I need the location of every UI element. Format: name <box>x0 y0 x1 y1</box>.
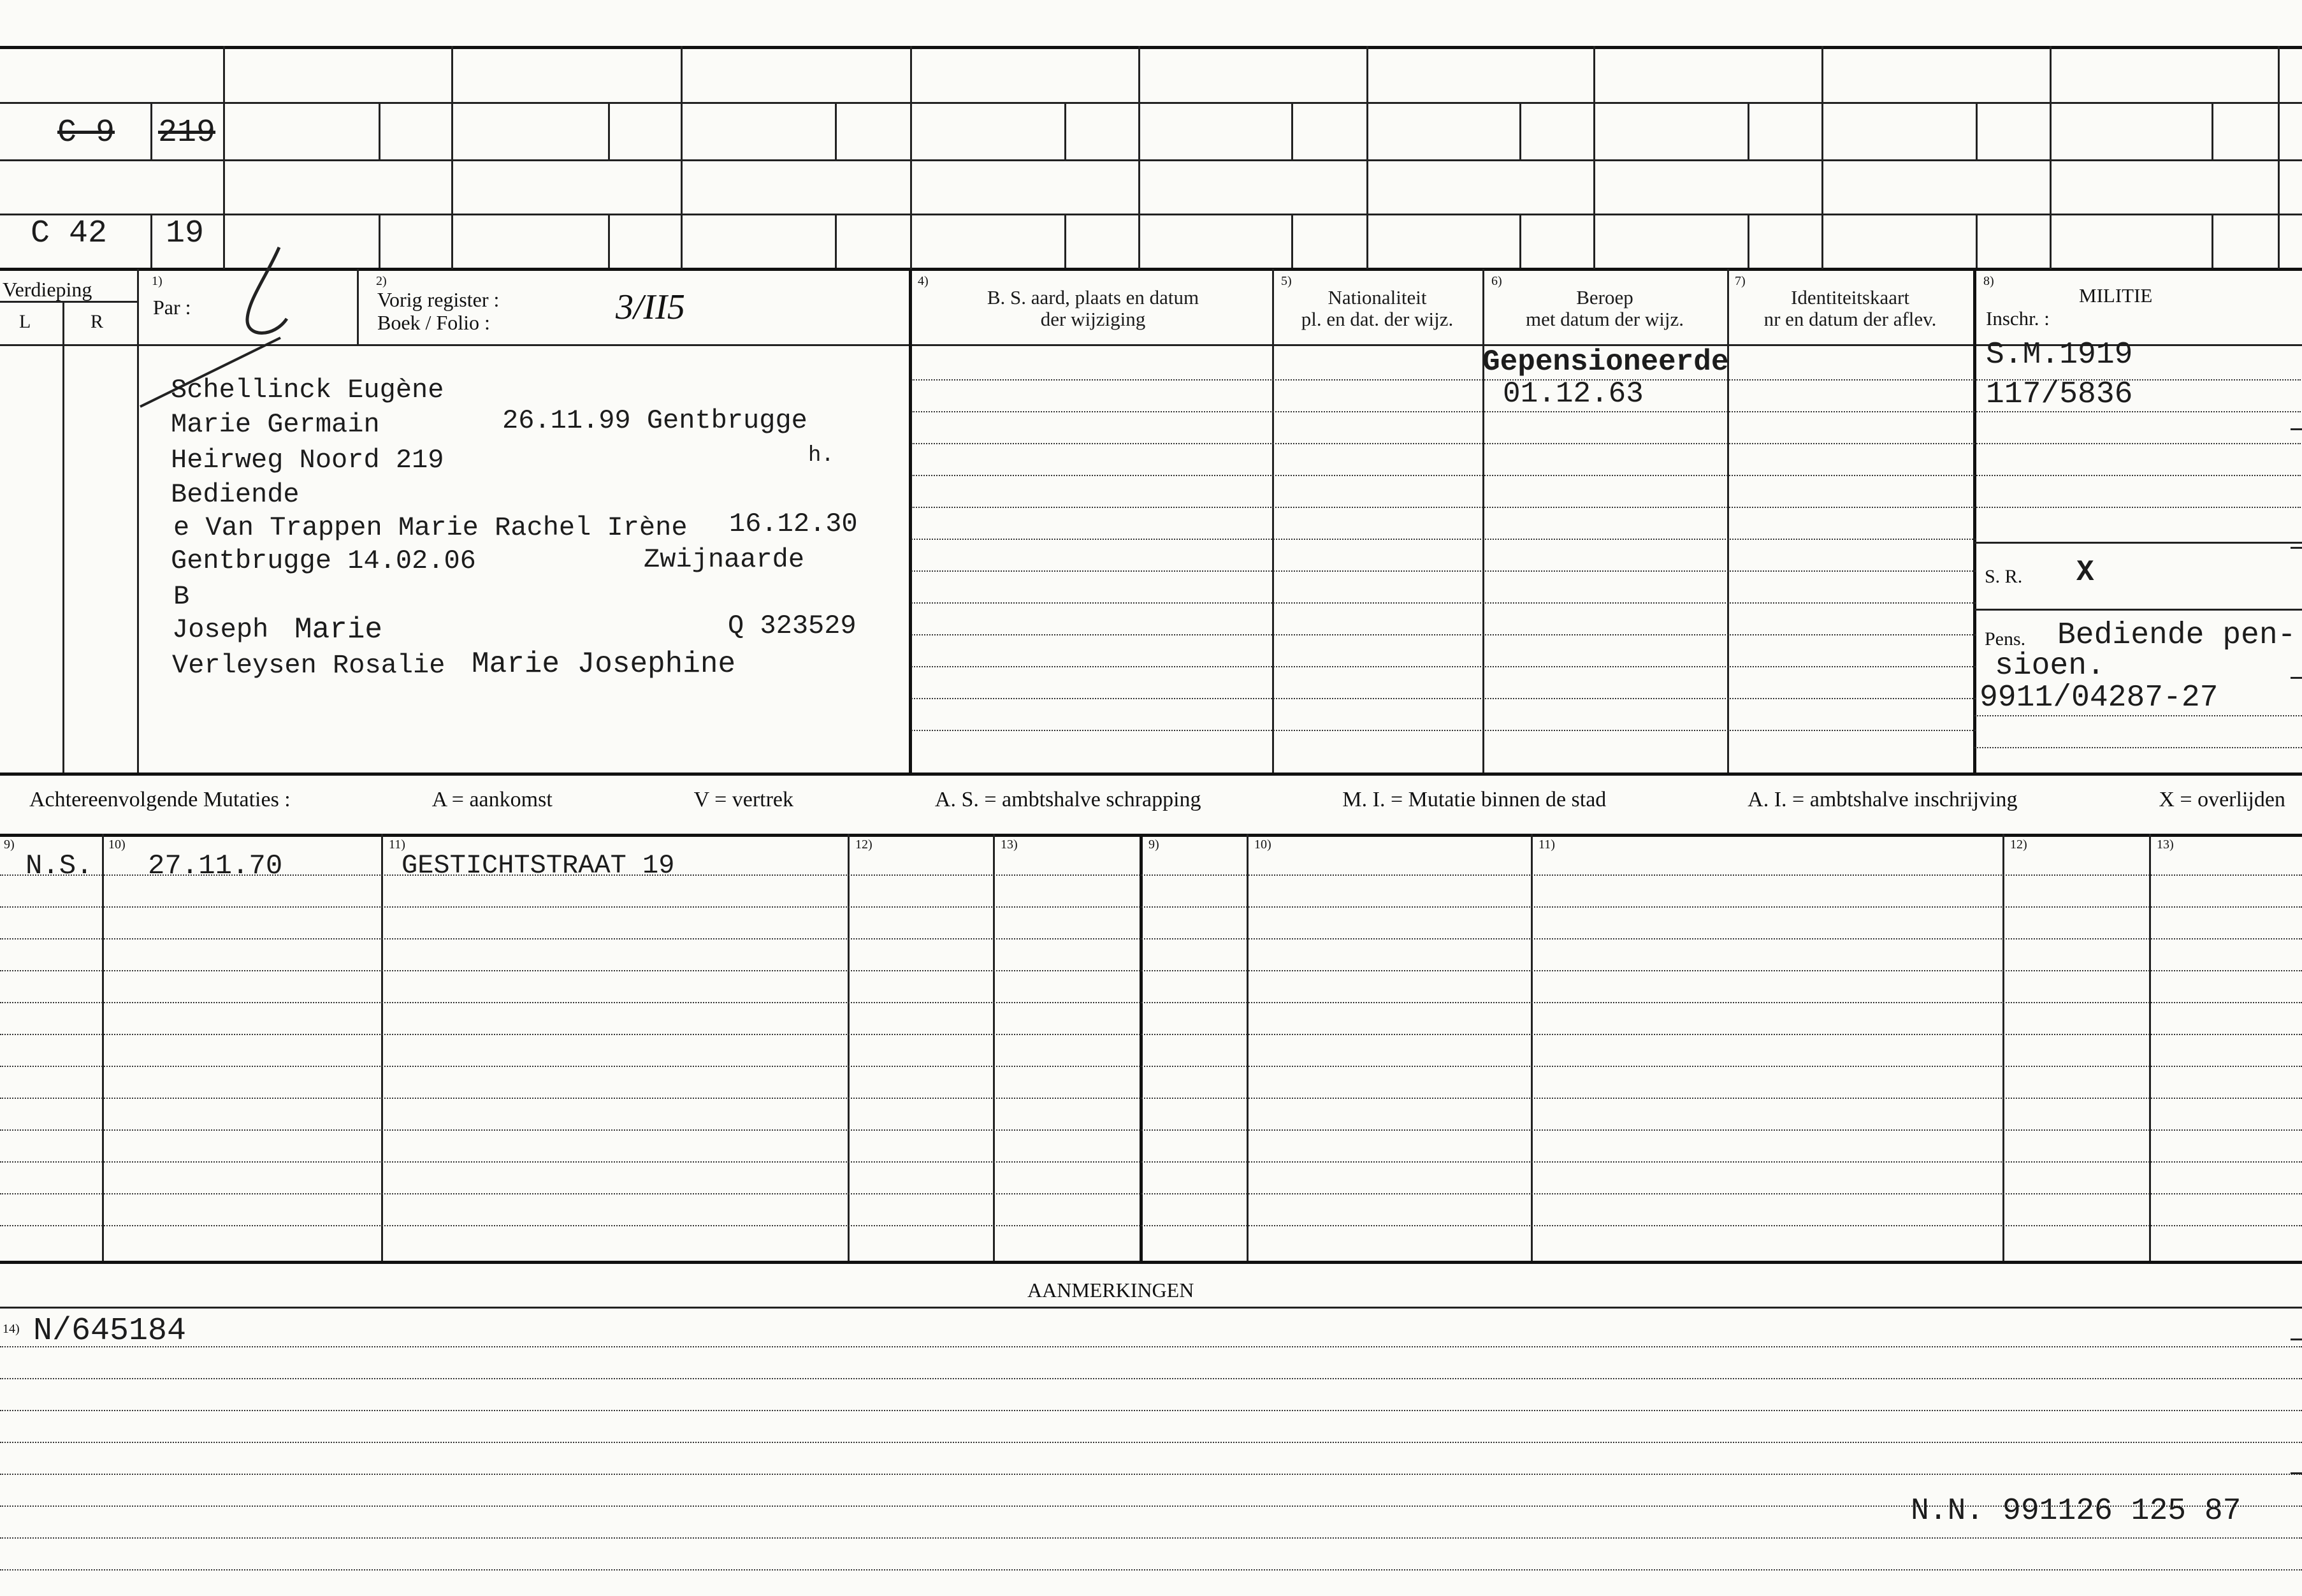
person-marriage: Gentbrugge 14.02.06 <box>171 546 476 576</box>
mut-col11b-number: 11) <box>1538 838 1555 852</box>
militie-pens-label: Pens. <box>1985 628 2026 649</box>
rule <box>0 834 2302 837</box>
person-mark-b: B <box>173 581 190 612</box>
mut-col12b-number: 12) <box>2010 838 2027 852</box>
mutaties-legend-mi: M. I. = Mutatie binnen de stad <box>1342 788 1607 811</box>
person-name: Schellinck Eugène <box>171 375 444 405</box>
mut-col10-number: 10) <box>108 838 126 852</box>
militie-pens-line1: Bediende pen- <box>2057 618 2296 653</box>
mutaties-legend <box>29 788 2285 812</box>
militie-pens-line2: sioen. <box>1995 649 2105 683</box>
beroep-date: 01.12.63 <box>1503 377 1644 410</box>
mutaties-legend-v: V = vertrek <box>693 788 794 811</box>
col4-heading <box>918 287 1268 330</box>
mut-col13b-number: 13) <box>2157 838 2174 852</box>
top-grid-row1-num: 219 <box>158 115 216 151</box>
aanmerkingen-value: N/645184 <box>33 1313 187 1349</box>
vorig-register-label: Vorig register : <box>377 288 500 311</box>
rule <box>0 268 2302 271</box>
mutaties-legend-ai: A. I. = ambtshalve inschrijving <box>1748 788 2018 811</box>
handwritten-par-mark <box>229 242 306 344</box>
rule <box>0 46 2302 49</box>
top-grid-row2-left: C 42 <box>31 215 108 252</box>
col5-heading-line2: pl. en dat. der wijz. <box>1301 308 1454 330</box>
verdieping-l: L <box>19 311 31 332</box>
mut-col11-number: 11) <box>389 838 405 852</box>
person-address-mark: h. <box>808 444 834 468</box>
verdieping-label: Verdieping <box>3 278 92 301</box>
col6-heading-line1: Beroep <box>1576 286 1633 308</box>
mutaties-legend-a: A = aankomst <box>431 788 553 811</box>
col5-heading <box>1273 287 1481 330</box>
mutaties-legend-title: Achtereenvolgende Mutaties : <box>29 788 291 811</box>
mutaties-legend-as: A. S. = ambtshalve schrapping <box>934 788 1201 811</box>
boek-folio-label: Boek / Folio : <box>377 311 490 334</box>
col7-number: 7) <box>1735 274 1746 288</box>
col5-number: 5) <box>1281 274 1292 288</box>
col6-number: 6) <box>1491 274 1502 288</box>
person-mother-extra: Marie Josephine <box>472 648 736 681</box>
col2-number: 2) <box>376 274 387 288</box>
mutaties-legend-x: X = overlijden <box>2159 788 2285 811</box>
mutatie-address: GESTICHTSTRAAT 19 <box>402 850 675 881</box>
person-first-names: Marie Germain <box>171 409 380 440</box>
col4-heading-line2: der wijziging <box>1040 308 1146 330</box>
col7-heading-line2: nr en datum der aflev. <box>1763 308 1937 330</box>
person-mother: Verleysen Rosalie <box>172 650 445 681</box>
person-father-extra: Marie <box>294 613 383 646</box>
militie-sr-label: S. R. <box>1985 566 2023 587</box>
militie-inschr-label: Inschr. : <box>1986 307 2050 330</box>
col7-heading <box>1728 287 1972 330</box>
mut-col10b-number: 10) <box>1254 838 1271 852</box>
top-grid-row2-num: 19 <box>166 215 205 252</box>
mutatie-code: N.S. <box>25 850 93 882</box>
person-spouse-date: 16.12.30 <box>729 509 858 539</box>
rule <box>0 1261 2302 1264</box>
verdieping-r: R <box>90 311 104 332</box>
militie-inschr-number: 117/5836 <box>1986 377 2133 412</box>
col6-heading <box>1484 287 1726 330</box>
militie-pens-number: 9911/04287-27 <box>1980 681 2219 715</box>
mut-col9-number: 9) <box>4 838 15 852</box>
mut-col12-number: 12) <box>855 838 872 852</box>
rule <box>0 214 2302 215</box>
person-spouse-place: Zwijnaarde <box>644 544 805 575</box>
beroep-value: Gepensioneerde <box>1482 345 1729 379</box>
col6-heading-line2: met datum der wijz. <box>1526 308 1684 330</box>
rule <box>0 159 2302 161</box>
militie-inschr-year: S.M.1919 <box>1986 338 2133 372</box>
national-number: N.N. 991126 125 87 <box>1911 1494 2241 1528</box>
person-address: Heirweg Noord 219 <box>171 445 444 475</box>
person-id-number: Q 323529 <box>728 611 857 641</box>
militie-sr-mark: X <box>2076 556 2094 589</box>
col4-heading-line1: B. S. aard, plaats en datum <box>987 286 1199 308</box>
person-occupation: Bediende <box>171 479 300 510</box>
militie-title: MILITIE <box>2079 284 2153 307</box>
rule <box>0 102 2302 104</box>
aanmerkingen-title: AANMERKINGEN <box>1027 1279 1194 1302</box>
col8-number: 8) <box>1983 274 1994 288</box>
top-grid-row1-left: C 9 <box>57 115 115 151</box>
mut-col9b-number: 9) <box>1148 838 1159 852</box>
col4-number: 4) <box>918 274 929 288</box>
col1-number: 1) <box>152 274 163 288</box>
par-label: Par : <box>153 296 191 319</box>
mut-col13-number: 13) <box>1001 838 1018 852</box>
person-father: Joseph <box>172 614 269 645</box>
person-birth: 26.11.99 Gentbrugge <box>502 405 807 436</box>
vorig-register-value: 3/II5 <box>616 287 685 327</box>
mutatie-date: 27.11.70 <box>148 850 283 882</box>
col7-heading-line1: Identiteitskaart <box>1791 286 1909 308</box>
rule <box>0 773 2302 776</box>
person-spouse: e Van Trappen Marie Rachel Irène <box>173 512 688 543</box>
aanmerkingen-number: 14) <box>3 1322 20 1336</box>
col5-heading-line1: Nationaliteit <box>1328 286 1427 308</box>
